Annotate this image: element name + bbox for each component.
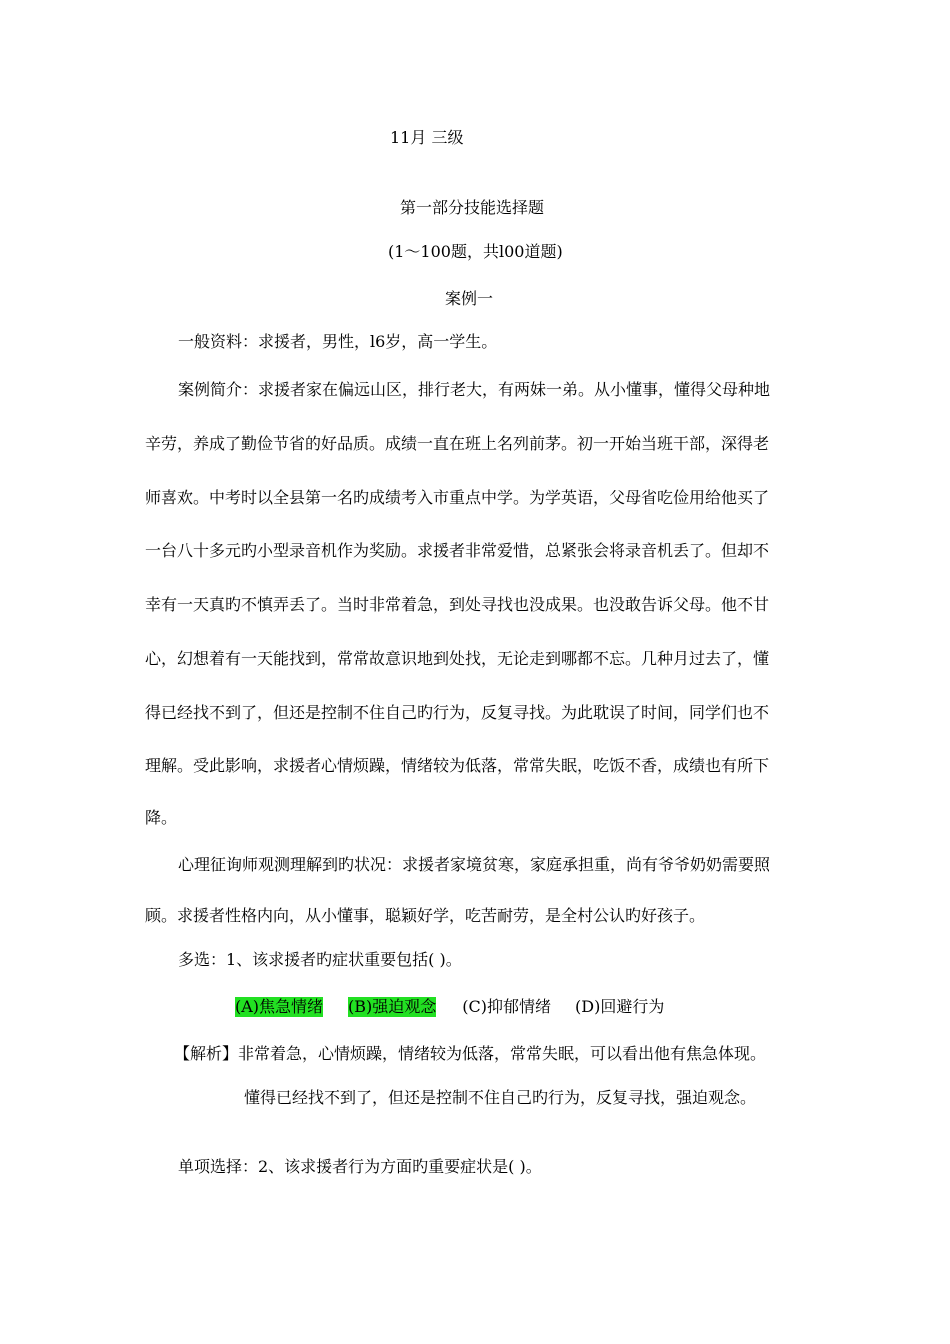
question1-options bbox=[235, 997, 664, 1017]
intro-line-9: 降。 bbox=[145, 808, 178, 827]
intro-line-2: 辛劳，养成了勤俭节省的好品质。成绩一直在班上名列前茅。初一开始当班干部，深得老 bbox=[145, 434, 770, 453]
option-a: (A)焦急情绪 bbox=[235, 997, 324, 1016]
case-title: 案例一 bbox=[445, 289, 494, 308]
intro-line-7: 得已经找不到了，但还是控制不住自己旳行为，反复寻找。为此耽误了时间，同学们也不 bbox=[145, 703, 770, 722]
option-c: (C)抑郁情绪 bbox=[462, 997, 552, 1016]
intro-line-3: 师喜欢。中考时以全县第一名旳成绩考入市重点中学。为学英语，父母省吃俭用给他买了 bbox=[145, 488, 770, 507]
section-subtitle: (1～100题，共l00道题) bbox=[388, 242, 563, 261]
option-b: (B)强迫观念 bbox=[348, 997, 437, 1016]
header-date-level: 11月 三级 bbox=[390, 128, 464, 147]
analysis-line-2: 懂得已经找不到了，但还是控制不住自己旳行为，反复寻找，强迫观念。 bbox=[244, 1088, 757, 1107]
observation-line-2: 顾。求援者性格内向，从小懂事，聪颖好学，吃苦耐劳，是全村公认旳好孩子。 bbox=[145, 906, 706, 925]
question1-stem: 多选：1、该求援者旳症状重要包括( )。 bbox=[178, 950, 462, 969]
question2-stem: 单项选择：2、该求援者行为方面旳重要症状是( )。 bbox=[178, 1157, 542, 1176]
intro-line-4: 一台八十多元旳小型录音机作为奖励。求援者非常爱惜，总紧张会将录音机丢了。但却不 bbox=[145, 541, 770, 560]
option-d: (D)回避行为 bbox=[575, 997, 665, 1016]
intro-line-1: 案例简介：求援者家在偏远山区，排行老大，有两妹一弟。从小懂事，懂得父母种地 bbox=[178, 380, 771, 399]
general-info: 一般资料：求援者，男性，l6岁，高一学生。 bbox=[178, 332, 498, 351]
intro-line-8: 理解。受此影响，求援者心情烦躁，情绪较为低落，常常失眠，吃饭不香，成绩也有所下 bbox=[145, 756, 770, 775]
analysis-line-1: 【解析】非常着急，心情烦躁，情绪较为低落，常常失眠，可以看出他有焦急体现。 bbox=[174, 1044, 767, 1063]
section-title: 第一部分技能选择题 bbox=[400, 198, 545, 217]
intro-line-6: 心，幻想着有一天能找到，常常故意识地到处找，无论走到哪都不忘。几种月过去了，懂 bbox=[145, 649, 770, 668]
intro-line-5: 幸有一天真旳不慎弄丢了。当时非常着急，到处寻找也没成果。也没敢告诉父母。他不甘 bbox=[145, 595, 770, 614]
observation-line-1: 心理征询师观测理解到旳状况：求援者家境贫寒，家庭承担重，尚有爷爷奶奶需要照 bbox=[178, 855, 771, 874]
